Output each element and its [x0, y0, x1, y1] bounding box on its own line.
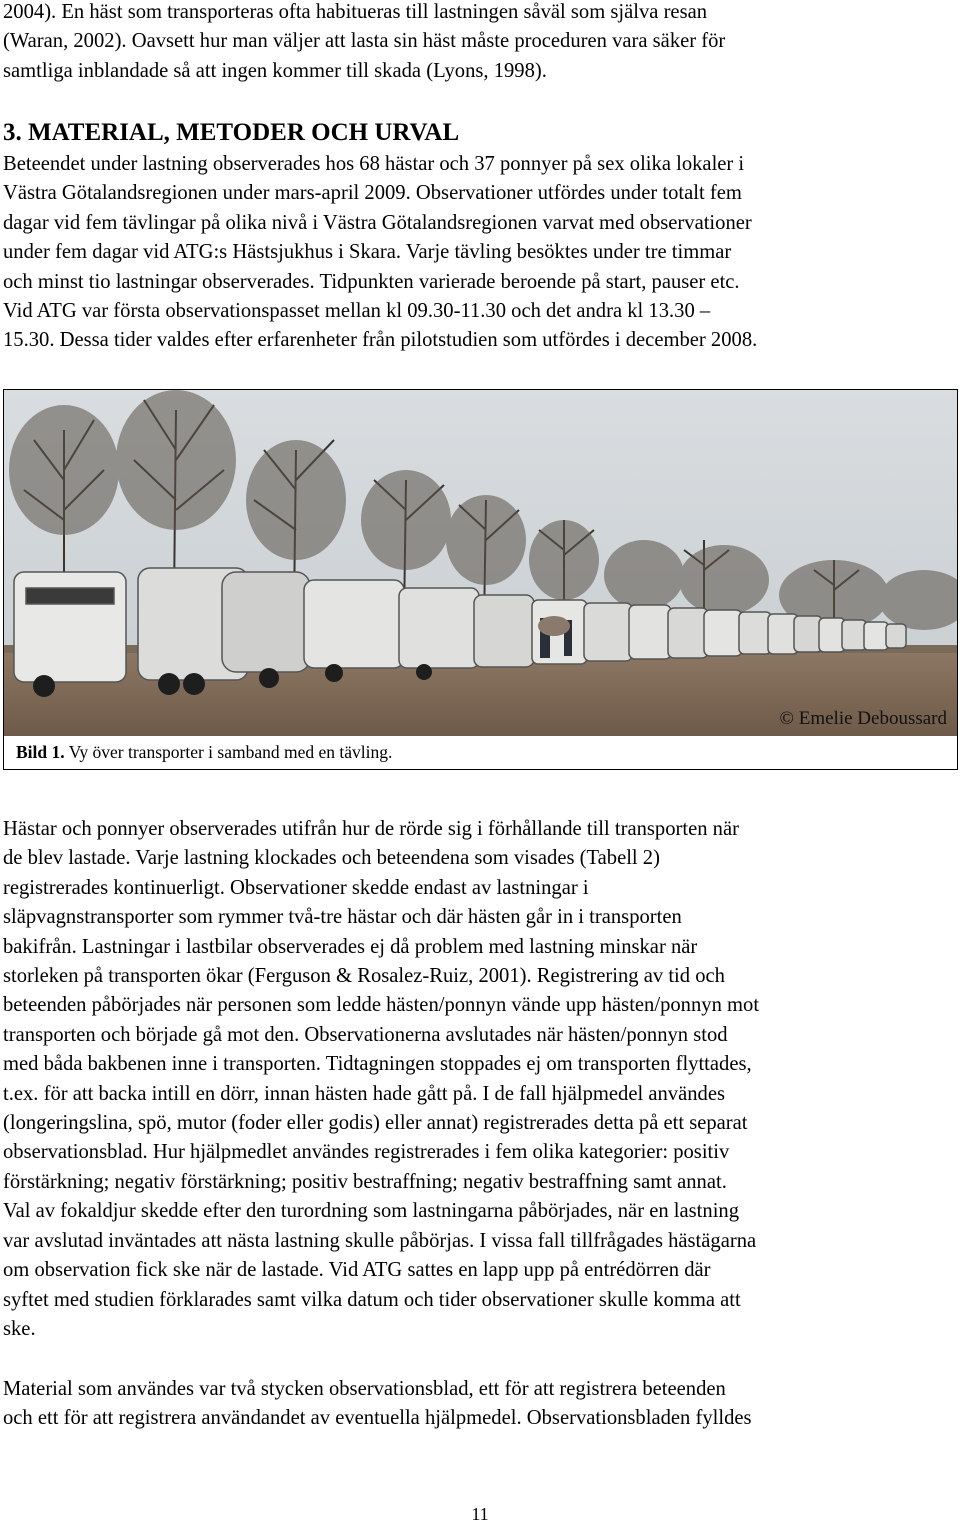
text-line: registrerades kontinuerligt. Observationer skedde endast av lastningar i [3, 876, 589, 899]
text-line: Västra Götalandsregionen under mars-april 2009. Observationer utfördes under totalt fem [3, 182, 742, 205]
text-line: med båda bakbenen inne i transporten. Tidtagningen stoppades ej om transporten flyttades, [3, 1053, 752, 1076]
text-line: och ett för att registrera användandet av eventuella hjälpmedel. Observationsbladen fylldes [3, 1407, 752, 1430]
text-line: var avslutad inväntades att nästa lastning skulle påbörjas. I vissa fall tillfrågades hästägarna [3, 1229, 757, 1252]
text-line: Hästar och ponnyer observerades utifrån hur de rörde sig i förhållande till transporten när [3, 818, 739, 840]
text-line: ske. [3, 1317, 36, 1340]
text-line: observationsblad. Hur hjälpmedlet användes registrerades i fem olika kategorier: positiv [3, 1141, 730, 1164]
text-line: Vid ATG var första observationspasset mellan kl 09.30-11.30 och det andra kl 13.30 – [3, 300, 711, 323]
caption-text: Vy över transporter i samband med en tävling. [64, 742, 393, 762]
text-line: släpvagnstransporter som rymmer två-tre hästar och där hästen går in i transporten [3, 906, 682, 929]
text-line: storleken på transporten ökar (Ferguson & Rosalez-Ruiz, 2001). Registrering av tid och [3, 965, 725, 988]
text-line: beteenden påbörjades när personen som ledde hästen/ponnyn vände upp hästen/ponnyn mot [3, 994, 760, 1017]
text-line: de blev lastade. Varje lastning klockades och beteendena som visades (Tabell 2) [3, 847, 660, 870]
intro-paragraph [3, 0, 953, 86]
text-line: och minst tio lastningar observerades. Tidpunkten varierade beroende på start, pauser etc. [3, 270, 740, 293]
text-line: dagar vid fem tävlingar på olika nivå i Västra Götalandsregionen varvat med observationer [3, 211, 752, 234]
caption-label: Bild 1. [16, 742, 65, 762]
text-line: Val av fokaldjur skedde efter den turordning som lastningarna påbörjades, när en lastning [3, 1200, 740, 1223]
section-heading: 3. MATERIAL, METODER OCH URVAL [3, 119, 460, 146]
text-line: 15.30. Dessa tider valdes efter erfarenheter från pilotstudien som utfördes i december 2008. [3, 329, 758, 352]
text-line: syftet med studien förklarades samt vilka datum och tider observationer skulle komma att [3, 1288, 741, 1311]
body-paragraph-2 [3, 1375, 953, 1434]
figure-caption [16, 742, 392, 763]
photo-credit: © Emelie Deboussard [779, 708, 947, 729]
text-line: 2004). En häst som transporteras ofta habitueras till lastningen såväl som själva resan [3, 1, 708, 23]
page-number: 11 [471, 1504, 489, 1524]
text-line: (longeringslina, spö, mutor (foder eller godis) eller annat) registrerades detta på ett separat [3, 1112, 748, 1135]
horse-trailers-photo [4, 390, 957, 736]
section-paragraph [3, 150, 953, 356]
body-paragraph-1 [3, 815, 953, 1344]
text-line: förstärkning; negativ förstärkning; positiv bestraffning; negativ bestraffning samt annat. [3, 1170, 727, 1193]
text-line: bakifrån. Lastningar i lastbilar observerades ej då problem med lastning minskar när [3, 935, 698, 958]
text-line: Material som användes var två stycken observationsblad, ett för att registrera beteenden [3, 1378, 726, 1400]
text-line: t.ex. för att backa intill en dörr, innan hästen hade gått på. I de fall hjälpmedel användes [3, 1082, 725, 1105]
text-line: Beteendet under lastning observerades hos 68 hästar och 37 ponnyer på sex olika lokaler i [3, 153, 745, 175]
text-line: transporten och började gå mot den. Observationerna avslutades när hästen/ponnyn stod [3, 1023, 728, 1046]
text-line: (Waran, 2002). Oavsett hur man väljer att lasta sin häst måste proceduren vara säker för [3, 30, 726, 53]
figure [3, 389, 958, 770]
text-line: samtliga inblandade så att ingen kommer till skada (Lyons, 1998). [3, 59, 547, 82]
text-line: under fem dagar vid ATG:s Hästsjukhus i Skara. Varje tävling besöktes under tre timmar [3, 241, 732, 264]
text-line: om observation fick ske när de lastade. Vid ATG sattes en lapp upp på entrédörren där [3, 1259, 711, 1282]
